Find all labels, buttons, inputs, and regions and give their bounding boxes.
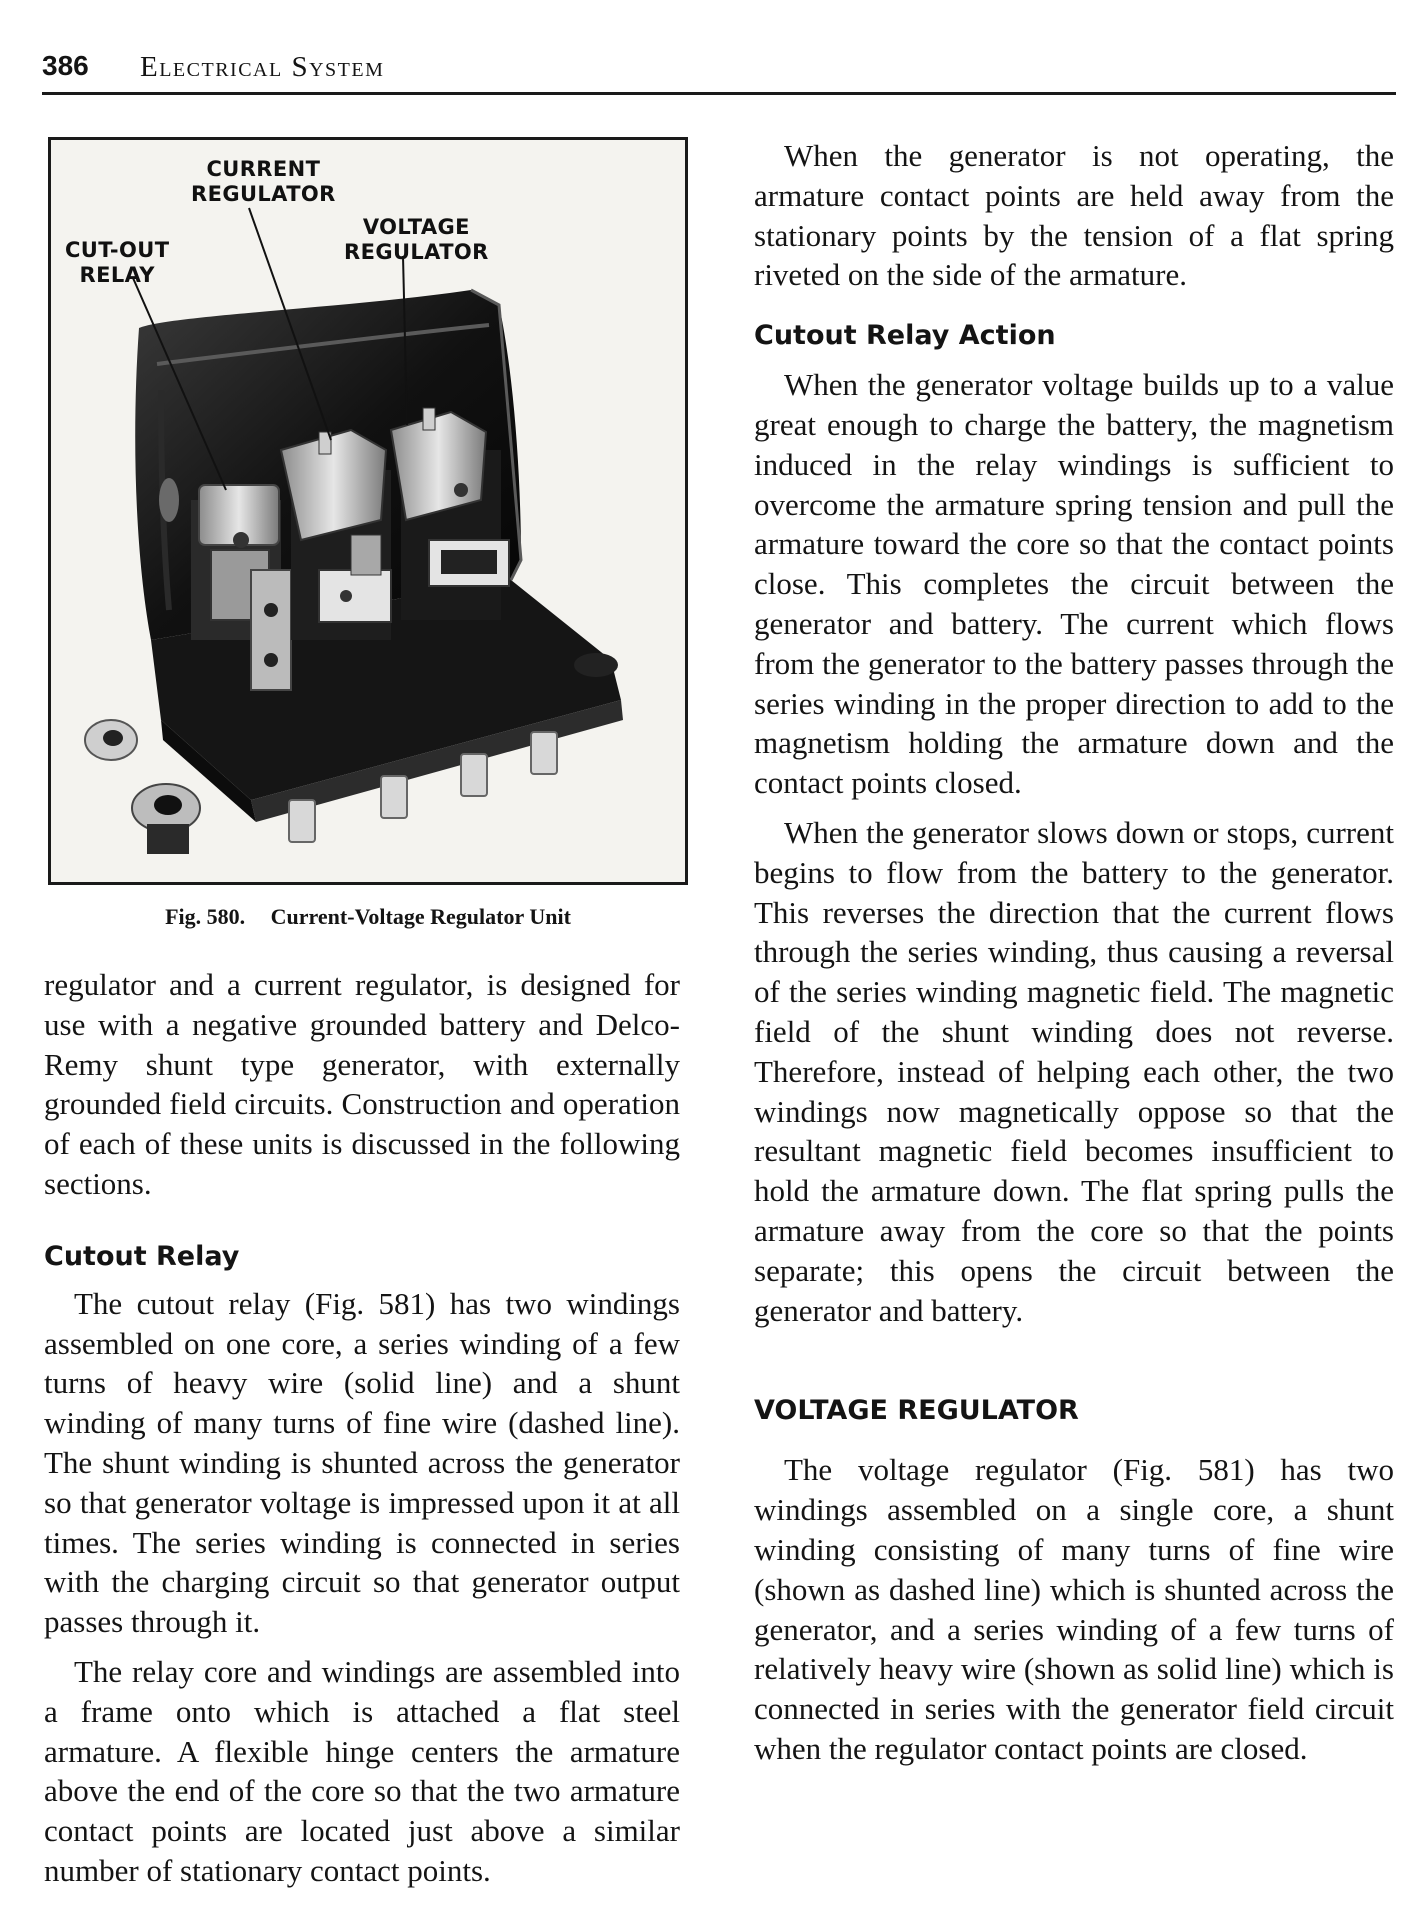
spring-paragraph: When the generator is not operating, the armature contact points are held away from the stationary points by the tension of a flat spring riveted on the side of the armature. — [754, 138, 1394, 293]
figure-title: Current-Voltage Regulator Unit — [270, 904, 571, 929]
right-column — [754, 136, 1394, 1769]
cutout-relay-heading: Cutout Relay — [44, 1240, 240, 1272]
cutout-action-paragraph-1: When the generator voltage builds up to a value great enough to charge the battery, the magnetism induced in the relay windings is sufficient to overcome the armature spring tension and pull the armature toward the core so that the contact points close. This completes the circuit between the generator and battery. The current which flows from the generator to the battery passes through the series winding in the proper direction to add to the magnetism holding the armature down and the contact points closed. — [754, 367, 1394, 801]
cutout-action-paragraph-2: When the generator slows down or stops, current begins to flow from the battery to the generator. This reverses the direction that the current flows through the series winding, thus causing a reversal of the series winding magnetic field. The magnetic field of the shunt winding does not reverse. Therefore, instead of helping each other, the two windings now magnetically oppose so that the resultant magnetic field becomes insufficient to hold the armature down. The flat spring pulls the armature away from the core so that the points separate; this opens the circuit between the generator and battery. — [754, 814, 1394, 1328]
figure-number: Fig. 580. — [165, 904, 246, 929]
intro-paragraph: regulator and a current regulator, is designed for use with a negative grounded battery and Delco-Remy shunt type generator, with externally grounded field circuits. Construction and operation of each of these units is discussed in the following sections. — [44, 967, 680, 1201]
figure-caption — [48, 904, 688, 930]
cutout-relay-paragraph-1: The cutout relay (Fig. 581) has two windings assembled on one core, a series winding of a few turns of heavy wire (solid line) and a shunt winding of many turns of fine wire (dashed line). The shunt winding is shunted across the generator so that generator voltage is impressed upon it at all times. The series winding is connected in series with the charging circuit so that generator output passes through it. — [44, 1285, 680, 1640]
cutout-relay-paragraph-2: The relay core and windings are assembled into a frame onto which is attached a flat steel armature. A flexible hinge centers the armature above the end of the core so that the two armature contact points are located just above a similar number of stationary contact points. — [44, 1653, 680, 1888]
voltage-regulator-heading: VOLTAGE REGULATOR — [754, 1395, 1079, 1427]
label-current-regulator: CURRENT REGULATOR — [191, 157, 336, 206]
label-cut-out-relay: CUT-OUT RELAY — [65, 238, 170, 287]
voltage-regulator-paragraph-1: The voltage regulator (Fig. 581) has two windings assembled on a single core, a shunt winding consisting of many turns of fine wire (shown as dashed line) which is shunted across the generator, and a series winding of a few turns of relatively heavy wire (shown as solid line) which is connected in series with the generator field circuit when the regulator contact points are closed. — [754, 1452, 1394, 1766]
section-title: Electrical System — [140, 51, 385, 83]
cutout-relay-action-heading: Cutout Relay Action — [754, 320, 1056, 352]
label-voltage-regulator: VOLTAGE REGULATOR — [344, 215, 489, 264]
left-column — [44, 965, 680, 1891]
figure-regulator-unit — [48, 137, 688, 885]
page-number: 386 — [42, 50, 89, 81]
current-regulator-unit — [281, 430, 391, 640]
running-head — [42, 50, 1396, 95]
